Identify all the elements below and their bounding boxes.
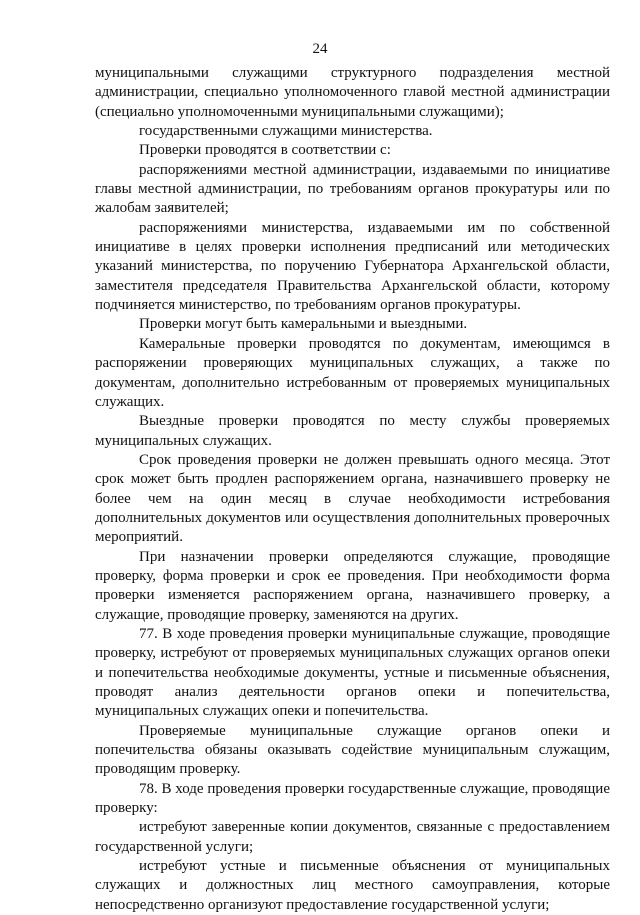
paragraph: 78. В ходе проведения проверки государственные служащие, проводящие проверку: [95, 780, 610, 817]
paragraph: муниципальными служащими структурного подразделения местной администрации, специально уполномоченного главой местной администрации (специально уполномоченными муниципальными служащими); [95, 65, 610, 120]
paragraph: государственными служащими министерства. [139, 123, 433, 140]
paragraph: Проверки могут быть камеральными и выездными. [139, 316, 468, 333]
paragraph: 77. В ходе проведения проверки муниципальные служащие, проводящие проверку, истребуют от проверяемых муниципальных служащих органов опеки и попечительства необходимые документы, устные и письменные объяснения, проводят анализ деятельности органов опеки и попечительства, муниципальных служащих опеки и попечительства. [95, 625, 610, 720]
paragraph: распоряжениями местной администрации, издаваемыми по инициативе главы местной администрации, по требованиям органов прокуратуры или по жалобам заявителей; [95, 161, 610, 217]
paragraph: истребуют заверенные копии документов, связанные с предоставлением государственной услуги; [95, 819, 610, 855]
page-number: 24 [312, 41, 328, 57]
paragraph: Выездные проверки проводятся по месту службы проверяемых муниципальных служащих. [95, 413, 610, 449]
paragraph: Проверки проводятся в соответствии с: [139, 142, 391, 159]
paragraph: При назначении проверки определяются служащие, проводящие проверку, форма проверки и срок ее проведения. При необходимости форма проверки изменяется распоряжением органа, назначившего проверку, а служащие, проводящие проверку, заменяются на других. [95, 548, 610, 623]
paragraph: распоряжениями министерства, издаваемыми им по собственной инициативе в целях проверки исполнения предписаний или методических указаний министерства, по поручению Губернатора Архангельской области, заместителя председателя Правительства Архангельской области, которому подчиняется министерство, по требованиям органов прокуратуры. [95, 219, 610, 314]
paragraph: истребуют устные и письменные объяснения от муниципальных служащих и должностных лиц местного самоуправления, которые непосредственно организуют предоставление государственной услуги; [95, 858, 610, 913]
paragraph: Срок проведения проверки не должен превышать одного месяца. Этот срок может быть продлен распоряжением органа, назначившего проверку не более чем на один месяц в случае необходимости истребования дополнительных документов или осуществления дополнительных проверочных мероприятий. [95, 451, 610, 546]
paragraph: Проверяемые муниципальные служащие органов опеки и попечительства обязаны оказывать содействие муниципальным служащим, проводящим проверку. [95, 722, 610, 778]
paragraph: Камеральные проверки проводятся по документам, имеющимся в распоряжении проверяющих муниципальных служащих, а также по документам, дополнительно истребованным от проверяемых муниципальных служащих. [95, 335, 610, 410]
document-body [95, 64, 610, 915]
